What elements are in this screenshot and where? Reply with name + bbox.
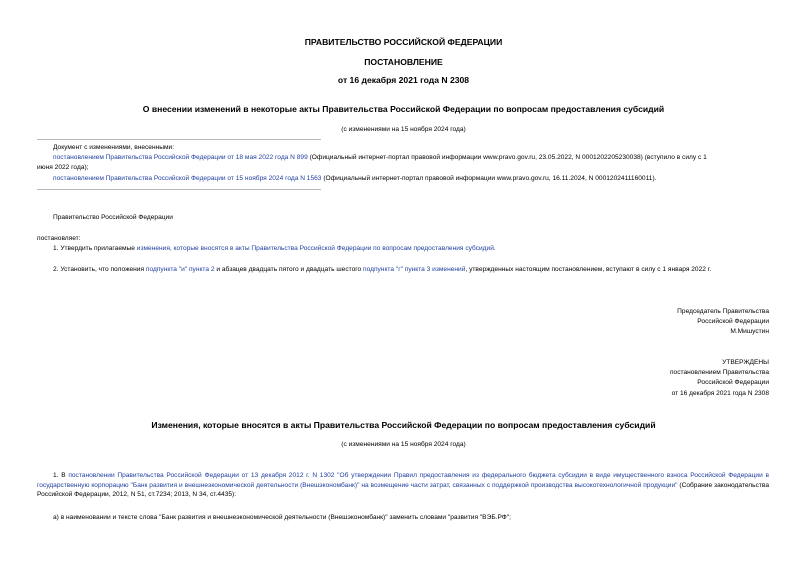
amendment-link-2022[interactable]: постановлением Правительства Российской Федерации от 18 мая 2022 года N 899	[53, 154, 308, 161]
subpoint-i-point-2-link[interactable]: подпункта "и" пункта 2	[145, 266, 215, 273]
changes-bottom-rule	[37, 189, 321, 190]
changes-item-2	[53, 174, 656, 184]
paragraph-2-start: 2. Установить, что положения	[53, 266, 146, 273]
revision-note: (с изменениями на 15 ноября 2024 года)	[341, 126, 466, 133]
government-line: Правительство Российской Федерации	[53, 214, 173, 221]
authority-heading: ПРАВИТЕЛЬСТВО РОССИЙСКОЙ ФЕДЕРАЦИИ	[304, 37, 503, 47]
subpoint-g-point-3-link[interactable]: подпункта "г" пункта 3 изменений	[363, 266, 466, 273]
annex-paragraph-1	[37, 471, 769, 500]
decrees-line: постановляет:	[37, 235, 81, 242]
annex-revision-note: (с изменениями на 15 ноября 2024 года)	[341, 441, 466, 448]
paragraph-2	[53, 265, 711, 275]
paragraph-1-start: 1. Утвердить прилагаемые	[53, 245, 137, 252]
amendment-link-2024[interactable]: постановлением Правительства Российской Федерации от 15 ноября 2024 года N 1563	[53, 175, 322, 182]
approved-line-3: Российской Федерации	[697, 379, 769, 386]
approved-line-1: УТВЕРЖДЕНЫ	[722, 359, 769, 366]
document-title: О внесении изменений в некоторые акты Правительства Российской Федерации по вопросам предоставления субсидий	[142, 104, 665, 114]
doc-type-heading: ПОСТАНОВЛЕНИЕ	[364, 57, 443, 67]
changes-top-rule	[37, 139, 321, 140]
paragraph-2-end: , утвержденных настоящим постановлением, вступают в силу с 1 января 2022 г.	[465, 266, 712, 273]
paragraph-2-middle: и абзацев двадцать пятого и двадцать шестого	[214, 266, 363, 273]
changes-item-1-continued: июня 2022 года);	[37, 164, 89, 171]
annex-paragraph-1-start: 1. В	[53, 472, 69, 479]
amendment-2024-details: (Официальный интернет-портал правовой информации www.pravo.gov.ru, 16.11.2024, N 0001202411160011).	[321, 175, 657, 182]
annex-subpoint-a: а) в наименовании и тексте слова "Банк развития и внешнеэкономической деятельности (Внешэкономбанк)" заменить словами "развития "ВЭБ.РФ";	[53, 514, 511, 521]
signature-line-2: Российской Федерации	[697, 318, 769, 325]
annex-title: Изменения, которые вносятся в акты Правительства Российской Федерации по вопросам предоставления субсидий	[151, 420, 656, 430]
date-number-heading: от 16 декабря 2021 года N 2308	[337, 75, 470, 85]
changes-item-1	[53, 153, 707, 163]
paragraph-1	[53, 244, 496, 254]
paragraph-1-end: .	[493, 245, 496, 252]
signature-name: М.Мишустин	[730, 328, 769, 335]
signature-line-1: Председатель Правительства	[677, 308, 769, 315]
decree-1302-link[interactable]: постановлении Правительства Российской Федерации от 13 декабря 2012 г. N 1302 "Об утверждении Правил предоставления из федерального бюджета субсидии в виде имущественного взноса Российской Федерации в государственную корпорацию "Банк развития и внешнеэкономической деятельности (Внешэкономбанк)" на возмещение части затрат, связанных с поддержкой производства высокотехнологичной продукции"	[37, 472, 769, 489]
amendment-2022-details: (Официальный интернет-портал правовой информации www.pravo.gov.ru, 23.05.2022, N 0001202205230038) (вступило в силу с 1	[307, 154, 707, 161]
changes-annex-link[interactable]: изменения, которые вносятся в акты Правительства Российской Федерации по вопросам предоставления субсидий	[136, 245, 494, 252]
annex-paragraph-1-end: (Собрание законодательства Российской Федерации, 2012, N 51, ст.7234; 2013, N 34, ст.4435):	[37, 481, 769, 499]
approved-line-4: от 16 декабря 2021 года N 2308	[671, 390, 769, 397]
approved-line-2: постановлением Правительства	[669, 369, 769, 376]
changes-intro: Документ с изменениями, внесенными:	[53, 144, 175, 151]
